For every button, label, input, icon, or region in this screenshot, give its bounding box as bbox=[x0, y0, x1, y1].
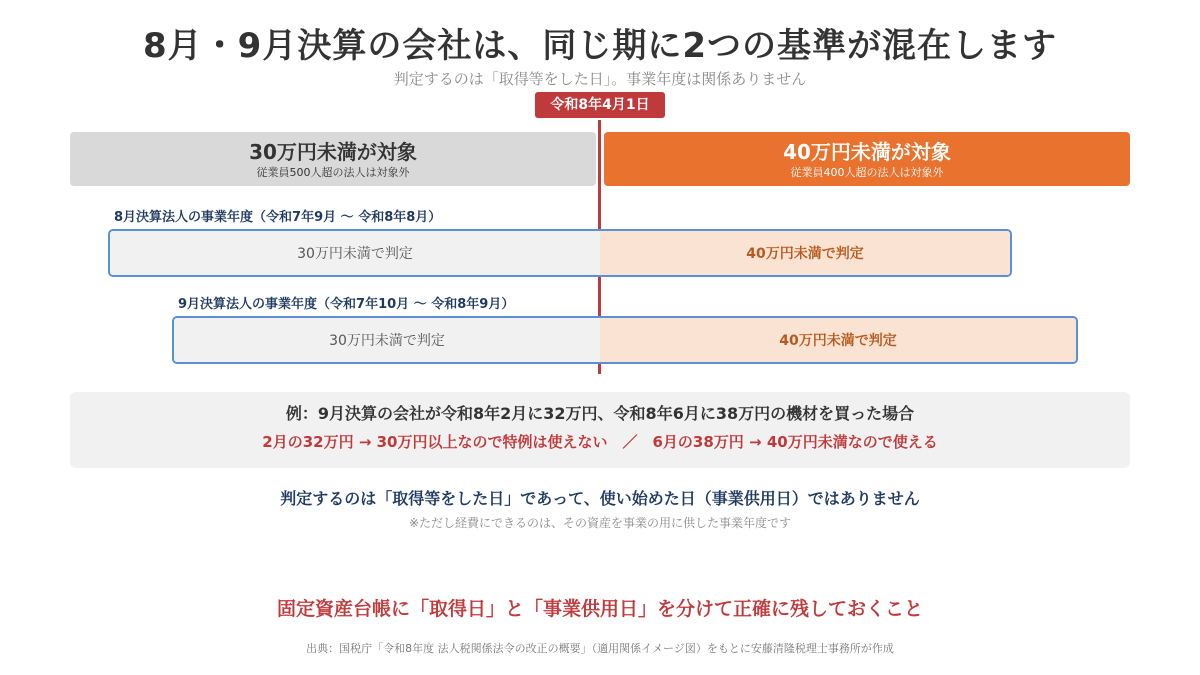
example-box bbox=[70, 392, 1130, 468]
example-result: 2月の32万円 → 30万円以上なので特例は使えない ／ 6月の38万円 → 40万円未満なので使える bbox=[262, 433, 938, 451]
example-title: 例：9月決算の会社が令和8年2月に32万円、令和8年6月に38万円の機材を買った場合 bbox=[285, 404, 915, 423]
page-title: 8月・9月決算の会社は、同じ期に2つの基準が混在します bbox=[143, 26, 1057, 66]
judgment-footnote: ※ただし経費にできるのは、その資産を事業の用に供した事業年度です bbox=[408, 516, 792, 530]
source-note: 出典：国税庁「令和8年度 法人税関係法令の改正の概要」（適用関係イメージ図）をもとに安藤清隆税理士事務所が作成 bbox=[306, 642, 894, 655]
rule-after-box bbox=[604, 132, 1130, 186]
rule-before-box bbox=[70, 132, 596, 186]
fy-aug-before-segment: 30万円未満で判定 bbox=[110, 231, 600, 275]
rule-after-label: 40万円未満が対象 bbox=[783, 140, 951, 164]
fy-sep-after-segment: 40万円未満で判定 bbox=[600, 318, 1076, 362]
rule-before-sub: 従業員500人超の法人は対象外 bbox=[256, 166, 410, 179]
fy-sep-before-segment: 30万円未満で判定 bbox=[174, 318, 600, 362]
judgment-note: 判定するのは「取得等をした日」であって、使い始めた日（事業供用日）ではありません bbox=[280, 489, 920, 508]
boundary-date-badge: 令和8年4月1日 bbox=[535, 92, 665, 118]
fy-sep-label: 9月決算法人の事業年度（令和7年10月 〜 令和8年9月） bbox=[178, 297, 515, 312]
fy-aug-label: 8月決算法人の事業年度（令和7年9月 〜 令和8年8月） bbox=[114, 210, 442, 225]
fy-aug-bar bbox=[108, 229, 1012, 277]
conclusion-text: 固定資産台帳に「取得日」と「事業供用日」を分けて正確に残しておくこと bbox=[276, 598, 923, 620]
rule-after-sub: 従業員400人超の法人は対象外 bbox=[790, 166, 944, 179]
fy-aug-after-segment: 40万円未満で判定 bbox=[600, 231, 1010, 275]
fy-sep-bar bbox=[172, 316, 1078, 364]
page-subtitle: 判定するのは「取得等をした日」。事業年度は関係ありません bbox=[393, 70, 807, 88]
rule-before-label: 30万円未満が対象 bbox=[249, 140, 417, 164]
